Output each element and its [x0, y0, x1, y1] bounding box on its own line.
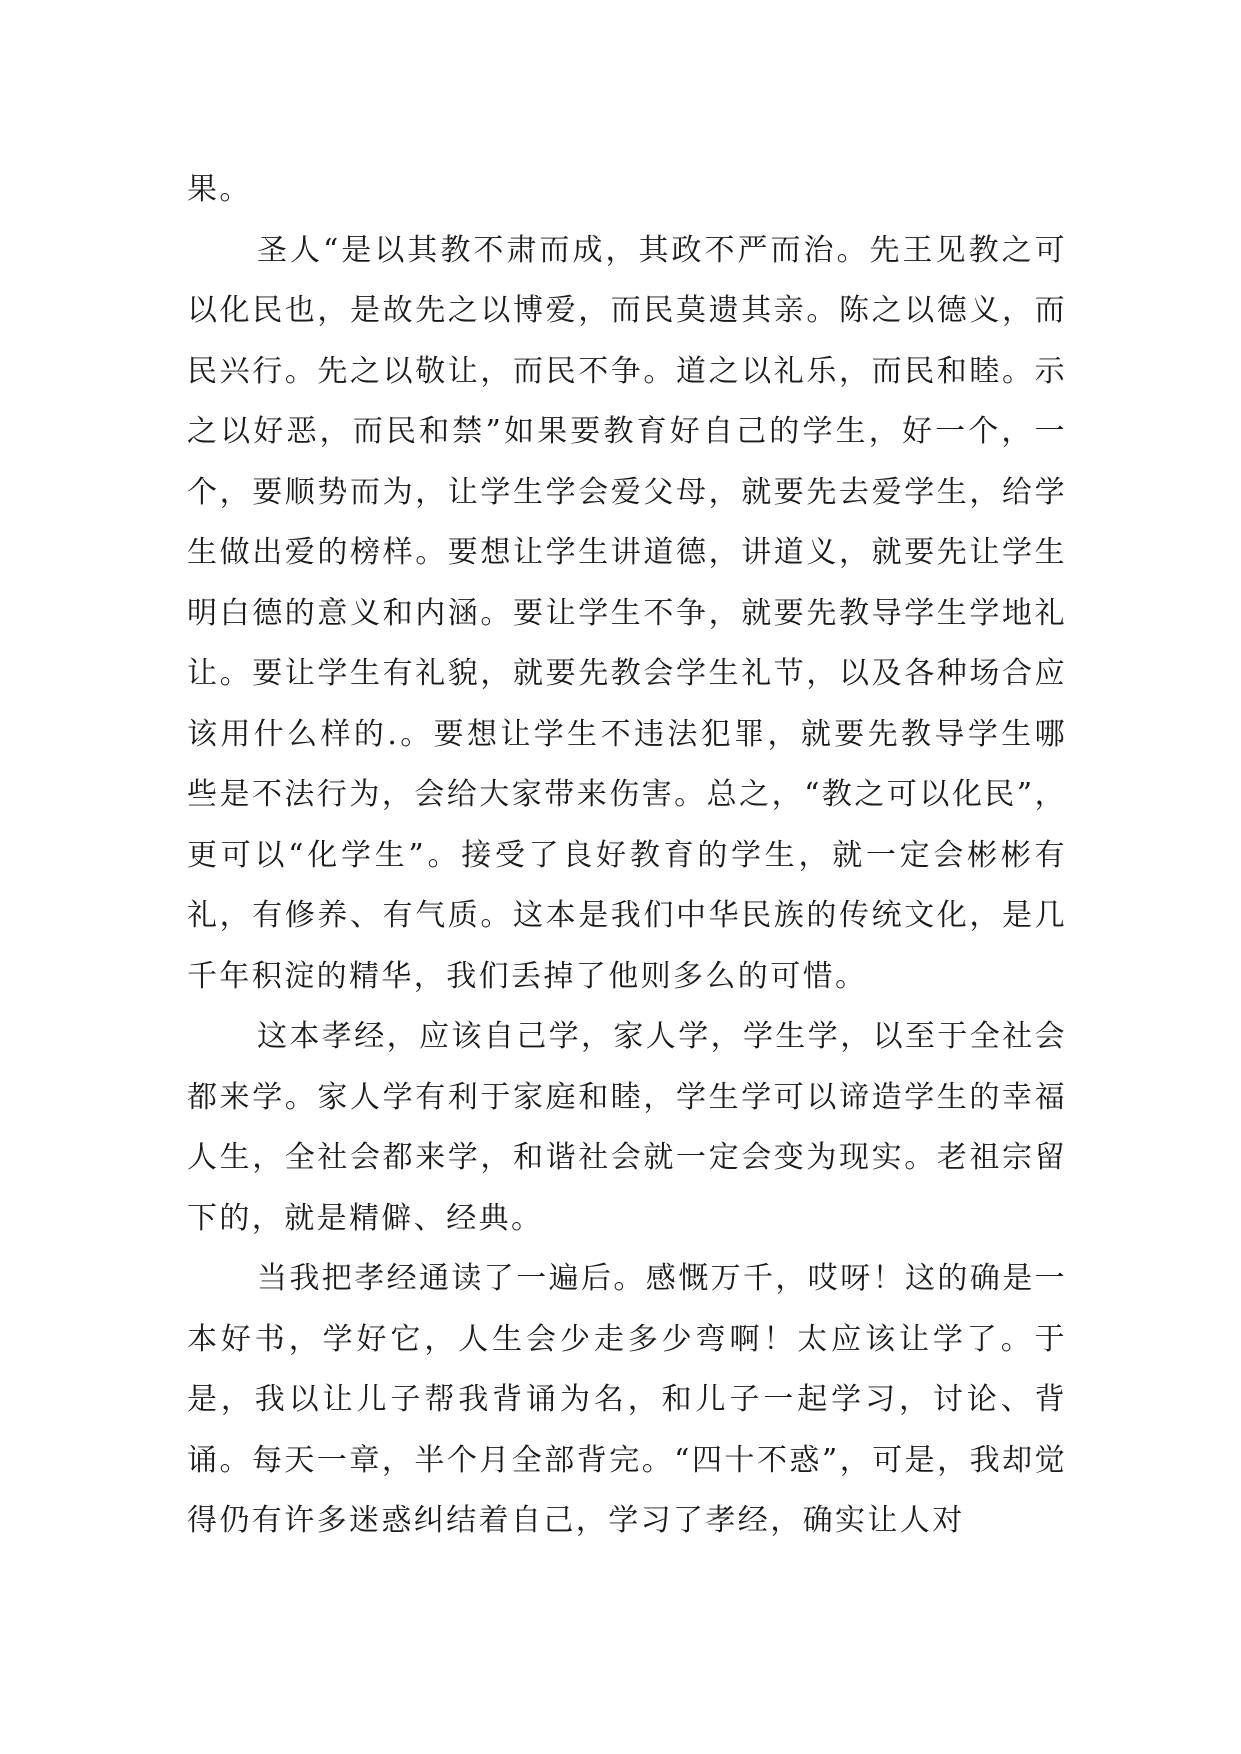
paragraph-continuation: 果。 [187, 172, 252, 207]
paragraph-reading-experience: 当我把孝经通读了一遍后。感慨万千，哎呀！这的确是一本好书，学好它，人生会少走多少弯啊！太应该让学了。于是，我以让儿子帮我背诵为名，和儿子一起学习，讨论、背诵。每天一章，半个月全部背完。“四十不惑”，可是，我却觉得仍有许多迷惑纠结着自己，学习了孝经，确实让人对 [187, 1261, 1067, 1538]
paragraph-sages-teaching: 圣人“是以其教不肃而成，其政不严而治。先王见教之可以化民也，是故先之以博爱，而民莫遗其亲。陈之以德义，而民兴行。先之以敬让，而民不争。道之以礼乐，而民和睦。示之以好恶，而民和禁”如果要教育好自己的学生，好一个，一个，要顺势而为，让学生学会爱父母，就要先去爱学生，给学生做出爱的榜样。要想让学生讲道德，讲道义，就要先让学生明白德的意义和内涵。要让学生不争，就要先教导学生学地礼让。要让学生有礼貌，就要先教会学生礼节，以及各种场合应该用什么样的.。要想让学生不违法犯罪，就要先教导学生哪些是不法行为，会给大家带来伤害。总之，“教之可以化民”，更可以“化学生”。接受了良好教育的学生，就一定会彬彬有礼，有修养、有气质。这本是我们中华民族的传统文化，是几千年积淀的精华，我们丢掉了他则多么的可惜。 [187, 232, 1067, 994]
paragraph-who-should-learn: 这本孝经，应该自己学，家人学，学生学，以至于全社会都来学。家人学有利于家庭和睦，学生学可以谛造学生的幸福人生，全社会都来学，和谐社会就一定会变为现实。老祖宗留下的，就是精僻、经典。 [187, 1019, 1067, 1236]
body-text [187, 160, 1067, 1552]
